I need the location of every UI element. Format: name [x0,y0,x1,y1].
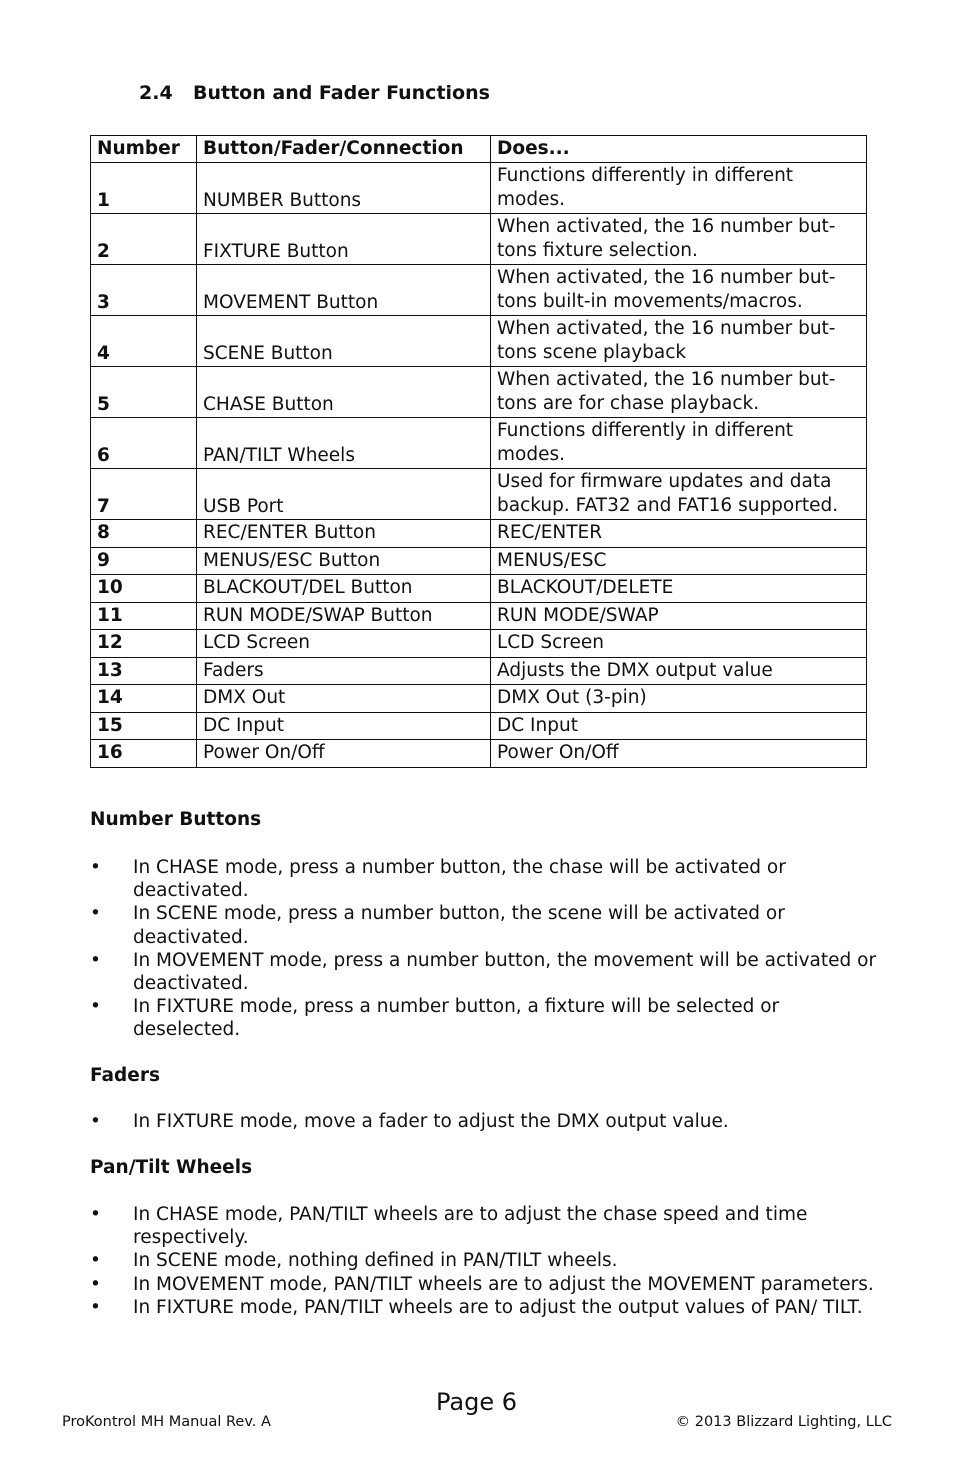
row-name: BLACKOUT/DEL Button [197,575,491,603]
number-buttons-heading: Number Buttons [90,809,262,830]
row-name: Faders [197,657,491,685]
list-item [90,1273,880,1296]
row-name: RUN MODE/SWAP Button [197,602,491,630]
row-number: 14 [91,685,197,713]
table-row [91,630,867,658]
row-name: FIXTURE Button [197,214,491,265]
header-does: Does... [491,136,867,163]
list-item-text: In FIXTURE mode, press a number button, a fixture will be selected or deselected. [133,996,780,1041]
table-row [91,316,867,367]
row-number: 3 [91,265,197,316]
bullet-icon: • [90,949,101,971]
row-name: PAN/TILT Wheels [197,418,491,469]
row-name: DC Input [197,712,491,740]
table-row [91,547,867,575]
row-name: Power On/Off [197,740,491,768]
row-number: 5 [91,367,197,418]
row-name: SCENE Button [197,316,491,367]
list-item-text: In SCENE mode, nothing defined in PAN/TILT wheels. [133,1250,618,1272]
table-row [91,657,867,685]
bullet-icon: • [90,1296,101,1318]
table-row [91,418,867,469]
list-item-text: In CHASE mode, PAN/TILT wheels are to adjust the chase speed and time respectively. [133,1204,808,1249]
list-item [90,1203,880,1249]
bullet-icon: • [90,1204,101,1225]
function-table [90,135,867,768]
row-number: 12 [91,630,197,658]
table-row [91,265,867,316]
bullet-icon: • [90,1250,101,1272]
row-description: DMX Out (3-pin) [491,685,867,713]
bullet-icon: • [90,857,101,878]
row-name: CHASE Button [197,367,491,418]
row-description: When activated, the 16 number but-tons built-in movements/macros. [491,265,867,316]
table-row [91,520,867,548]
bullet-icon: • [90,903,101,925]
row-name: USB Port [197,469,491,520]
row-number: 2 [91,214,197,265]
row-name: DMX Out [197,685,491,713]
row-number: 13 [91,657,197,685]
faders-heading: Faders [90,1065,160,1086]
table-row [91,163,867,214]
row-description: Power On/Off [491,740,867,768]
row-number: 15 [91,712,197,740]
header-number: Number [91,136,197,163]
pan-tilt-list [90,1203,880,1319]
row-description: MENUS/ESC [491,547,867,575]
row-name: MOVEMENT Button [197,265,491,316]
list-item [90,856,880,902]
footer-copyright: © 2013 Blizzard Lighting, LLC [675,1414,892,1430]
row-description: DC Input [491,712,867,740]
row-number: 11 [91,602,197,630]
footer-manual-title: ProKontrol MH Manual Rev. A [62,1414,271,1430]
list-item [90,902,880,948]
row-number: 1 [91,163,197,214]
list-item [90,995,880,1041]
row-description: Functions differently in different modes. [491,418,867,469]
row-description: Adjusts the DMX output value [491,657,867,685]
pan-tilt-heading: Pan/Tilt Wheels [90,1157,253,1178]
table-row [91,575,867,603]
list-item-text: In FIXTURE mode, PAN/TILT wheels are to adjust the output values of PAN/ TILT. [133,1296,863,1318]
row-name: NUMBER Buttons [197,163,491,214]
row-description: Functions differently in different modes. [491,163,867,214]
list-item [90,1296,880,1319]
row-description: When activated, the 16 number but-tons fixture selection. [491,214,867,265]
list-item-text: In MOVEMENT mode, PAN/TILT wheels are to adjust the MOVEMENT parameters. [133,1273,874,1295]
table-row [91,469,867,520]
row-description: When activated, the 16 number but-tons scene playback [491,316,867,367]
row-number: 9 [91,547,197,575]
table-row [91,367,867,418]
list-item [90,1110,880,1133]
header-button-fader-connection: Button/Fader/Connection [197,136,491,163]
bullet-icon: • [90,1111,101,1132]
list-item [90,1249,880,1272]
bullet-icon: • [90,1273,101,1295]
row-description: Used for firmware updates and data backup. FAT32 and FAT16 supported. [491,469,867,520]
row-number: 6 [91,418,197,469]
table-row [91,214,867,265]
table-body [91,163,867,768]
list-item-text: In MOVEMENT mode, press a number button, the movement will be activated or deactivated. [133,949,877,995]
list-item [90,949,880,995]
row-number: 8 [91,520,197,548]
row-number: 10 [91,575,197,603]
table-row [91,712,867,740]
section-title [139,82,490,104]
row-name: REC/ENTER Button [197,520,491,548]
row-number: 4 [91,316,197,367]
list-item-text: In FIXTURE mode, move a fader to adjust the DMX output value. [133,1111,729,1132]
row-description: BLACKOUT/DELETE [491,575,867,603]
list-item-text: In SCENE mode, press a number button, the scene will be activated or deactivated. [133,903,785,948]
table-header-row [91,136,867,163]
row-number: 16 [91,740,197,768]
row-description: LCD Screen [491,630,867,658]
row-description: RUN MODE/SWAP [491,602,867,630]
list-item-text: In CHASE mode, press a number button, the chase will be activated or deactivated. [133,857,786,902]
row-name: MENUS/ESC Button [197,547,491,575]
bullet-icon: • [90,996,101,1018]
row-description: When activated, the 16 number but-tons are for chase playback. [491,367,867,418]
table-row [91,740,867,768]
page-number: Page 6 [436,1388,517,1416]
row-name: LCD Screen [197,630,491,658]
row-number: 7 [91,469,197,520]
number-buttons-list [90,856,880,1042]
section-number: 2.4 [139,82,173,104]
table-row [91,685,867,713]
faders-list [90,1110,880,1133]
table-row [91,602,867,630]
section-title-text: Button and Fader Functions [193,82,490,104]
row-description: REC/ENTER [491,520,867,548]
